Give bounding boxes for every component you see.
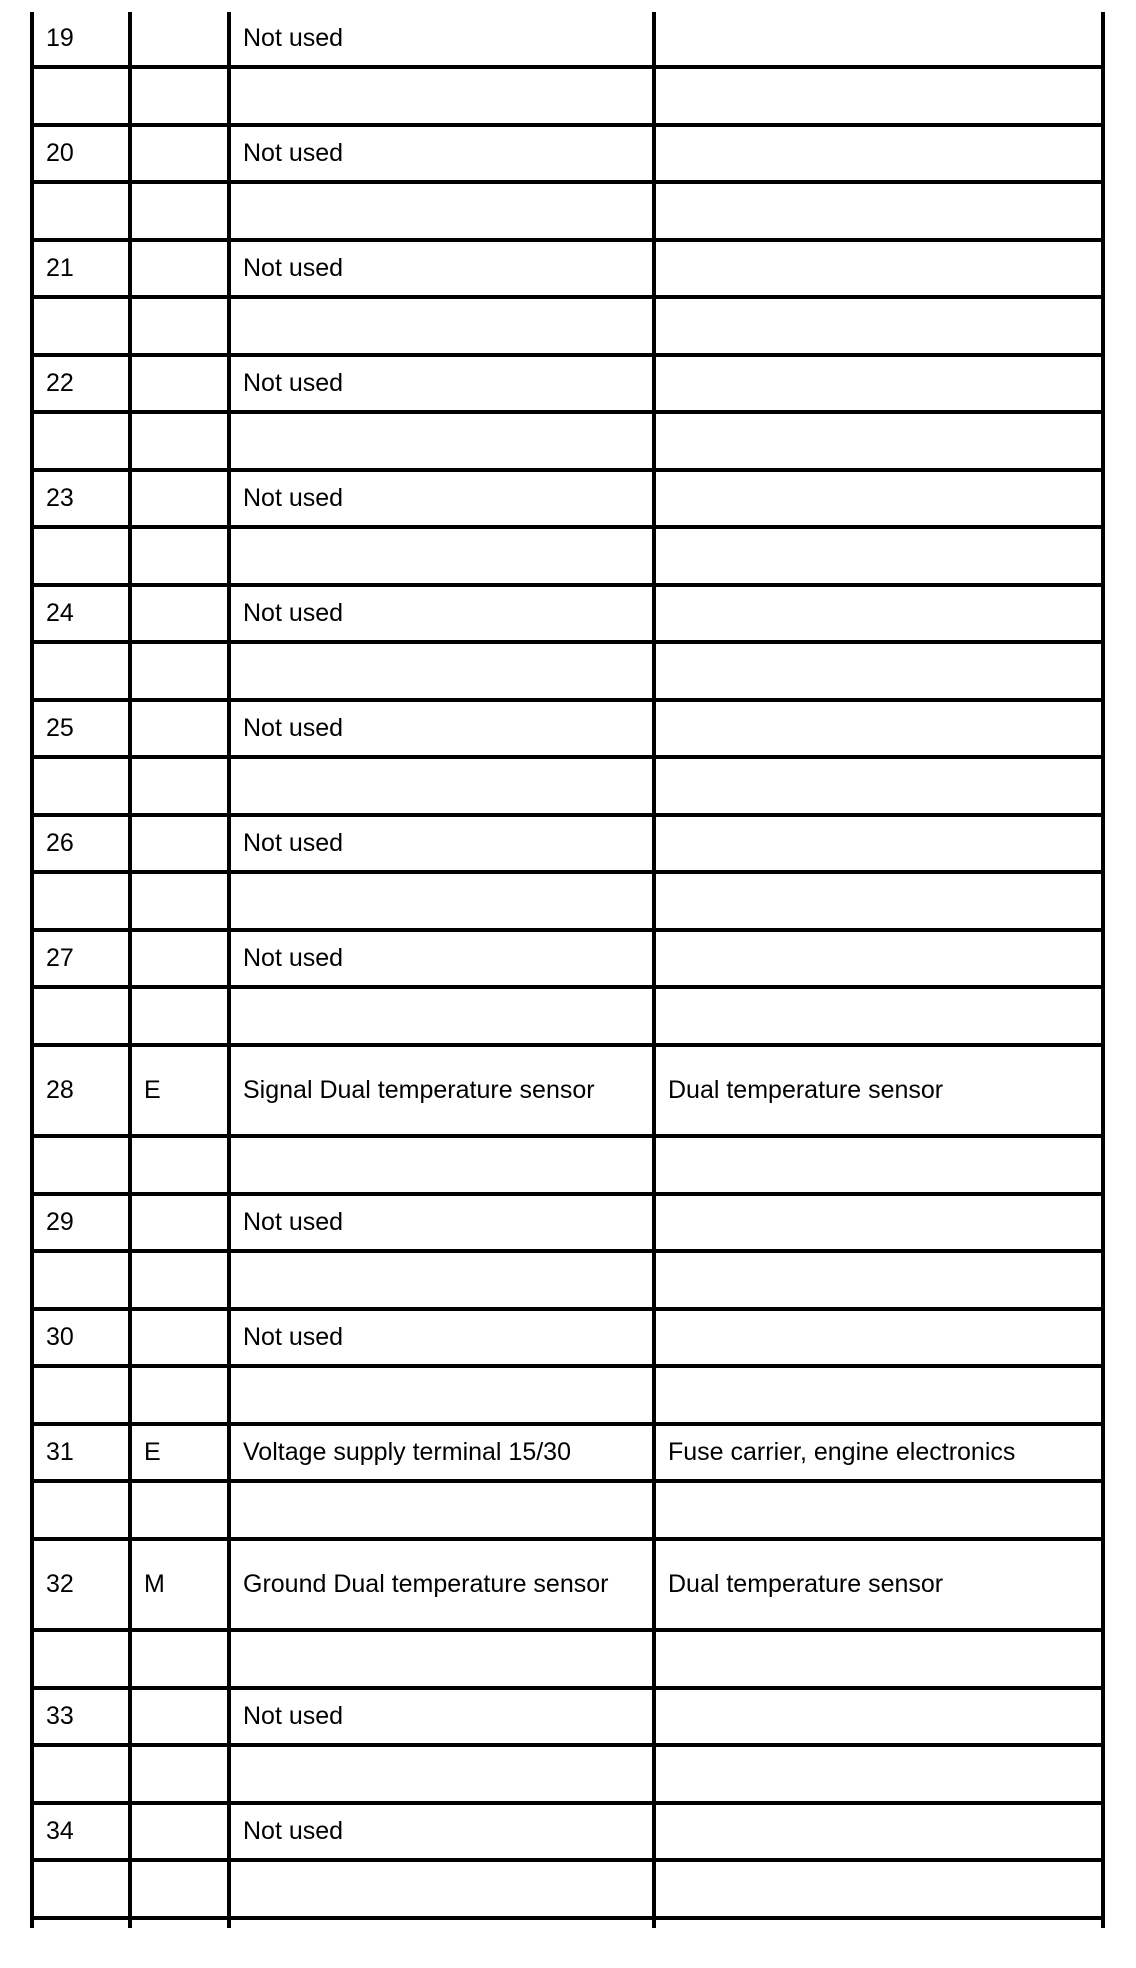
- pin-connection: [654, 1690, 1104, 1743]
- spacer-row: [32, 184, 1104, 242]
- pin-description: Not used: [243, 483, 344, 512]
- table-row-partial: [32, 1920, 1104, 1968]
- spacer-row: [32, 1253, 1104, 1311]
- signal-type: [130, 12, 229, 65]
- pin-connection: Fuse carrier, engine electronics: [668, 1437, 1016, 1466]
- spacer-row: [32, 1862, 1104, 1920]
- pin-connection: [654, 1805, 1104, 1858]
- pin-number: 20: [46, 138, 74, 167]
- spacer-row: [32, 1747, 1104, 1805]
- spacer-row: [32, 299, 1104, 357]
- table-row: [32, 1690, 1104, 1747]
- pin-connection: [654, 702, 1104, 755]
- pin-description: Not used: [243, 1701, 344, 1730]
- pin-description: Signal Dual temperature sensor: [243, 1075, 595, 1104]
- table-row: [32, 242, 1104, 299]
- pin-description: Not used: [243, 1207, 344, 1236]
- spacer-row: [32, 529, 1104, 587]
- signal-type: [130, 127, 229, 180]
- table-row: [32, 127, 1104, 184]
- pin-connection: [654, 127, 1104, 180]
- table-row: [32, 1426, 1104, 1483]
- pin-connection: [654, 242, 1104, 295]
- signal-type: [130, 932, 229, 985]
- pin-description: Ground Dual temperature sensor: [243, 1569, 609, 1598]
- pin-connection: [654, 1196, 1104, 1249]
- pin-number: 22: [46, 368, 74, 397]
- pin-connection: Dual temperature sensor: [668, 1569, 944, 1598]
- pin-description: Not used: [243, 828, 344, 857]
- table-row: [32, 817, 1104, 874]
- table-row: [32, 1047, 1104, 1138]
- pin-connection: [654, 932, 1104, 985]
- pin-number: 25: [46, 713, 74, 742]
- signal-type: [130, 1690, 229, 1743]
- spacer-row: [32, 1483, 1104, 1541]
- spacer-row: [32, 1632, 1104, 1690]
- pin-connection: Dual temperature sensor: [668, 1075, 944, 1104]
- pin-assignment-table: [32, 12, 1104, 1968]
- pin-description: Not used: [243, 138, 344, 167]
- signal-type: [130, 242, 229, 295]
- pin-description: Not used: [243, 23, 344, 52]
- spacer-row: [32, 414, 1104, 472]
- pin-number: 24: [46, 598, 74, 627]
- spacer-row: [32, 644, 1104, 702]
- spacer-row: [32, 1138, 1104, 1196]
- pin-number: 28: [46, 1075, 74, 1104]
- signal-type: E: [144, 1437, 161, 1466]
- pin-connection: [654, 587, 1104, 640]
- pin-description: Not used: [243, 368, 344, 397]
- table-row: [32, 1196, 1104, 1253]
- pin-connection: [654, 817, 1104, 870]
- table-row: [32, 1541, 1104, 1632]
- pin-description: Not used: [243, 1322, 344, 1351]
- table-row: [32, 932, 1104, 989]
- pin-number: 19: [46, 23, 74, 52]
- signal-type: [130, 1196, 229, 1249]
- pin-number: 29: [46, 1207, 74, 1236]
- table-row: [32, 472, 1104, 529]
- table-row: [32, 357, 1104, 414]
- spacer-row: [32, 874, 1104, 932]
- spacer-row: [32, 69, 1104, 127]
- signal-type: [130, 472, 229, 525]
- pin-number: 27: [46, 943, 74, 972]
- pin-description: Not used: [243, 1816, 344, 1845]
- table-row: [32, 12, 1104, 69]
- signal-type: M: [144, 1569, 165, 1598]
- signal-type: [130, 587, 229, 640]
- table-row: [32, 1311, 1104, 1368]
- pin-number: 26: [46, 828, 74, 857]
- signal-type: [130, 817, 229, 870]
- spacer-row: [32, 989, 1104, 1047]
- table-row: [32, 1805, 1104, 1862]
- pin-connection: [654, 472, 1104, 525]
- pin-number: 23: [46, 483, 74, 512]
- pin-connection: [654, 357, 1104, 410]
- signal-type: [130, 357, 229, 410]
- pin-description: Not used: [243, 598, 344, 627]
- spacer-row: [32, 759, 1104, 817]
- signal-type: [130, 702, 229, 755]
- pin-connection: [654, 12, 1104, 65]
- spacer-row: [32, 1368, 1104, 1426]
- signal-type: [130, 1311, 229, 1364]
- pin-number: 34: [46, 1816, 74, 1845]
- pin-connection: [654, 1311, 1104, 1364]
- pin-description: Not used: [243, 943, 344, 972]
- table-row: [32, 587, 1104, 644]
- pin-number: 33: [46, 1701, 74, 1730]
- table-row: [32, 702, 1104, 759]
- pin-number: 32: [46, 1569, 74, 1598]
- pin-number: 30: [46, 1322, 74, 1351]
- pin-description: Not used: [243, 713, 344, 742]
- pin-description: Not used: [243, 253, 344, 282]
- signal-type: E: [144, 1075, 161, 1104]
- pin-description: Voltage supply terminal 15/30: [243, 1437, 571, 1466]
- pin-number: 21: [46, 253, 74, 282]
- signal-type: [130, 1805, 229, 1858]
- pin-number: 31: [46, 1437, 74, 1466]
